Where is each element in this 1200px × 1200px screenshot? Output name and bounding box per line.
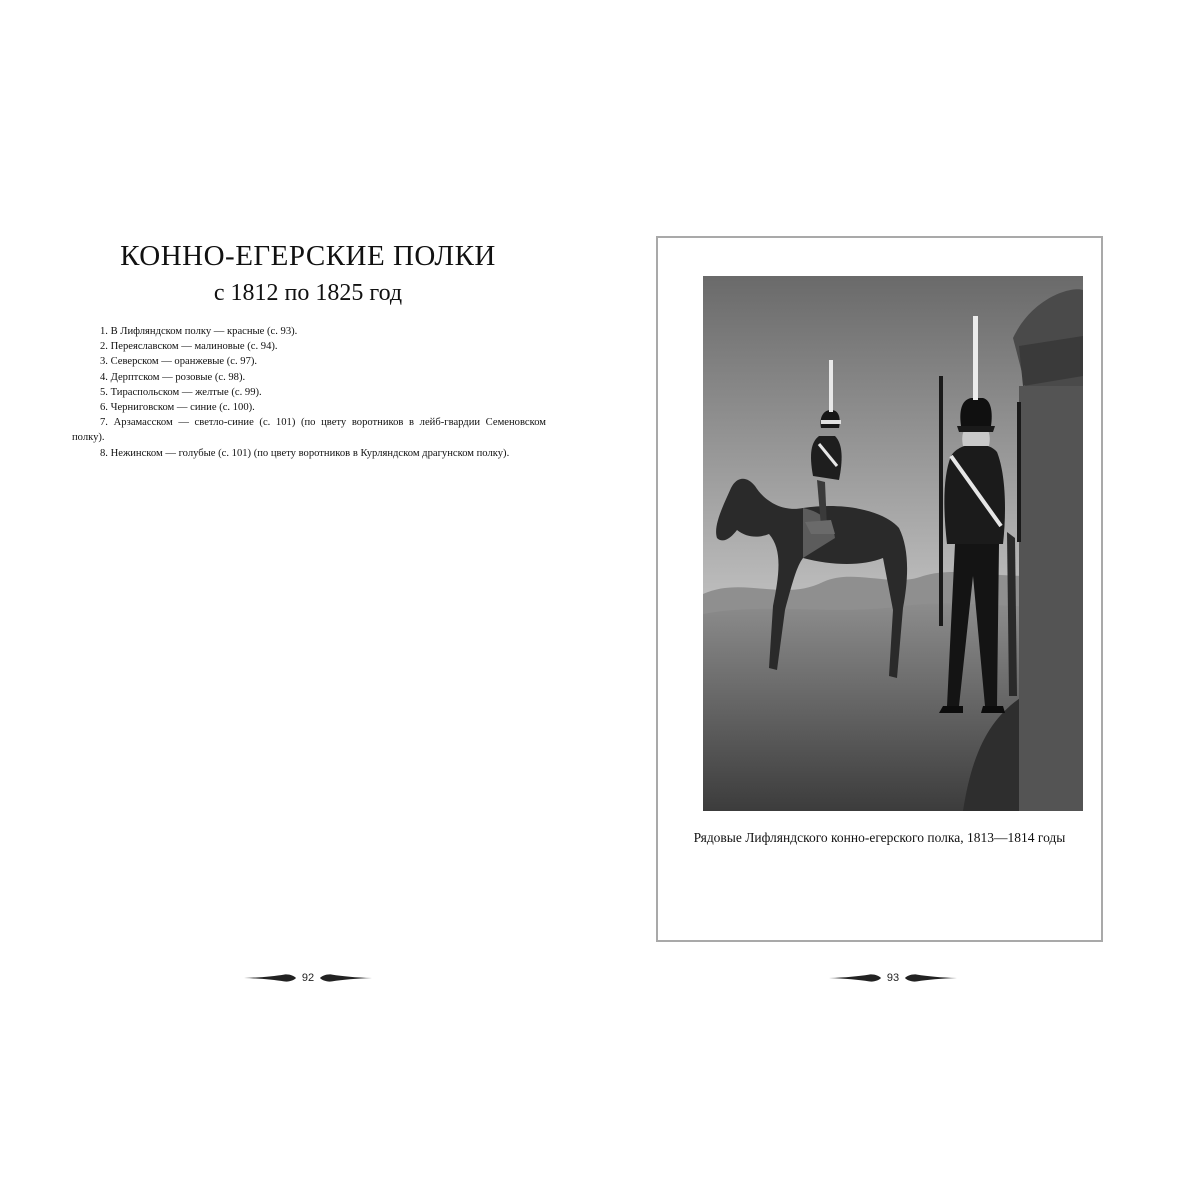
list-item: 5. Тираспольском — желтые (с. 99). [100, 386, 262, 398]
list-item: 7. Арзамасском — светло-синие (с. 101) (по цвету воротников в лейб-гвардии Семеновском полку). [72, 417, 546, 444]
folio-ornament-icon [244, 973, 296, 983]
list-item: 2. Переяславском — малиновые (с. 94). [100, 341, 278, 353]
regiment-colors-list [72, 324, 546, 461]
page-number-right [828, 968, 958, 988]
list-item: 1. В Лифляндском полку — красные (с. 93). [100, 326, 298, 337]
list-item: 4. Дерптском — розовые (с. 98). [100, 371, 246, 383]
page-number: 93 [886, 972, 900, 984]
list-item: 6. Черниговском — синие (с. 100). [100, 402, 255, 414]
folio-ornament-icon [320, 973, 372, 983]
page-subtitle: с 1812 по 1825 год [213, 280, 403, 306]
page-title: КОННО-ЕГЕРСКИЕ ПОЛКИ [120, 240, 496, 272]
list-item: 8. Нежинском — голубые (с. 101) (по цвету воротников в Курляндском драгунском полку). [100, 447, 510, 459]
folio-ornament-icon [829, 973, 881, 983]
figure-caption: Рядовые Лифляндского конно-егерского полка, 1813—1814 годы [693, 830, 1066, 845]
folio-ornament-icon [905, 973, 957, 983]
illustration-cavalry-soldiers [703, 276, 1083, 811]
list-item: 3. Северском — оранжевые (с. 97). [100, 356, 258, 368]
body-text [72, 324, 546, 461]
page-number: 92 [301, 972, 315, 984]
page-number-left [243, 968, 373, 988]
